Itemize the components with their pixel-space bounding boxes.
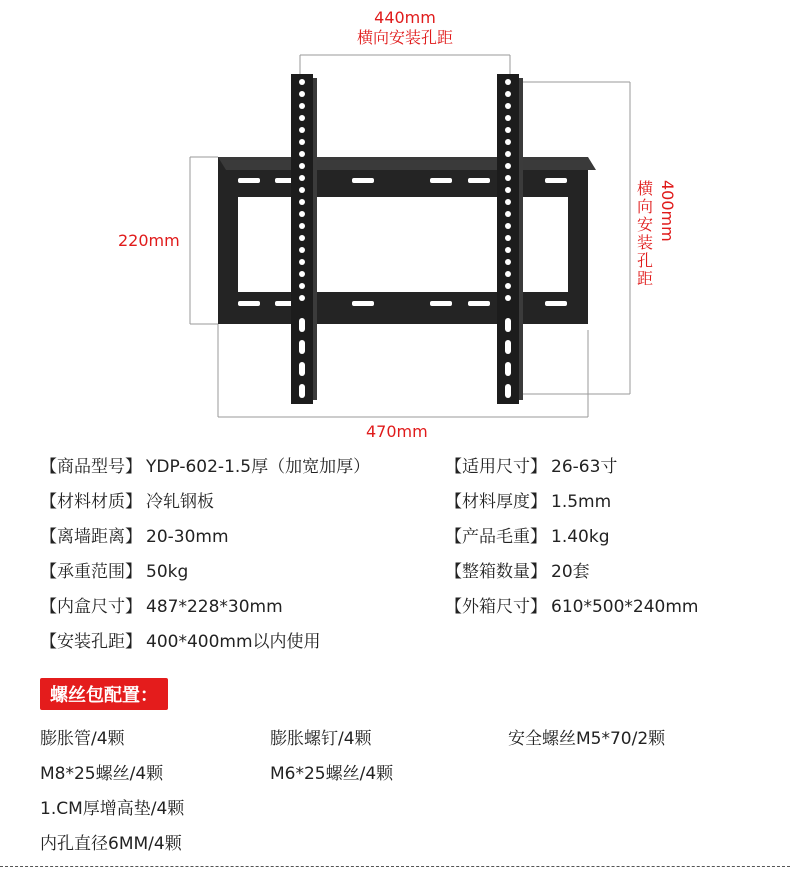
arm-hole [299, 199, 305, 205]
spec-row [40, 558, 188, 586]
arm-hole [505, 79, 511, 85]
wall-plate [218, 157, 596, 324]
spec-row [445, 593, 698, 621]
spec-value: 20-30mm [146, 527, 229, 547]
arm-hole [505, 163, 511, 169]
arm-hole [505, 127, 511, 133]
arm-slot [505, 362, 511, 376]
arm-slot [299, 318, 305, 332]
arm-hole [505, 259, 511, 265]
spec-value: 610*500*240mm [551, 597, 699, 617]
spec-key: 【承重范围】 [40, 562, 142, 582]
screw-pack-item: M6*25螺丝/4颗 [270, 764, 394, 784]
arm-hole [299, 127, 305, 133]
screw-pack-item: 安全螺丝M5*70/2颗 [508, 729, 666, 749]
right-dimension-caption: 横向安装孔距 [636, 179, 653, 288]
spec-key: 【内盒尺寸】 [40, 597, 142, 617]
spec-row [40, 628, 321, 656]
spec-key: 【产品毛重】 [445, 527, 547, 547]
arm-hole [505, 139, 511, 145]
spec-value: 400*400mm以内使用 [146, 632, 321, 652]
right-dimension-value: 400mm [658, 180, 677, 242]
arm-slot [505, 340, 511, 354]
arm-hole [299, 139, 305, 145]
spec-key: 【材料材质】 [40, 492, 142, 512]
top-dimension-caption: 横向安装孔距 [356, 28, 453, 47]
arm-hole [299, 259, 305, 265]
screw-pack-item: 膨胀管/4颗 [40, 729, 125, 749]
arm-hole [299, 91, 305, 97]
arm-hole [299, 163, 305, 169]
arm-hole [299, 79, 305, 85]
spec-value: YDP-602-1.5厚（加宽加厚） [146, 457, 371, 477]
arm-hole [299, 115, 305, 121]
arm-hole [299, 187, 305, 193]
arm-hole [299, 151, 305, 157]
spec-row [445, 523, 610, 551]
arm-slot [299, 362, 305, 376]
spec-value: 冷轧钢板 [146, 492, 214, 512]
spec-row [40, 523, 229, 551]
spec-row [445, 558, 590, 586]
spec-key: 【适用尺寸】 [445, 457, 547, 477]
arm-hole [505, 223, 511, 229]
screw-pack-item: 内孔直径6MM/4颗 [40, 834, 182, 854]
spec-row [445, 453, 617, 481]
arm-hole [505, 91, 511, 97]
arm-slot [299, 384, 305, 398]
arm-hole [505, 283, 511, 289]
spec-row [40, 453, 370, 481]
spec-row [445, 488, 611, 516]
spec-value: 20套 [551, 562, 590, 582]
spec-key: 【材料厚度】 [445, 492, 547, 512]
spec-key: 【整箱数量】 [445, 562, 547, 582]
spec-value: 487*228*30mm [146, 597, 283, 617]
arm-hole [299, 247, 305, 253]
arm-hole [505, 295, 511, 301]
arm-hole [505, 235, 511, 241]
arm-slot [505, 384, 511, 398]
screw-pack-item: 1.CM厚增高垫/4颗 [40, 799, 185, 819]
arm-hole [299, 211, 305, 217]
arm-slot [299, 340, 305, 354]
screw-pack-title: 螺丝包配置： [40, 678, 168, 710]
spec-value: 26-63寸 [551, 457, 618, 477]
arm-hole [505, 175, 511, 181]
arm-hole [299, 271, 305, 277]
arm-hole [505, 247, 511, 253]
spec-key: 【离墙距离】 [40, 527, 142, 547]
arm-hole [505, 187, 511, 193]
left-dimension-value: 220mm [118, 231, 180, 250]
arm-hole [299, 235, 305, 241]
arm-hole [505, 115, 511, 121]
spec-value: 50kg [146, 562, 189, 582]
arm-hole [505, 271, 511, 277]
arm-hole [299, 295, 305, 301]
bottom-divider [0, 866, 790, 867]
top-dimension-value: 440mm [374, 8, 436, 27]
spec-value: 1.40kg [551, 527, 610, 547]
screw-pack-item: 膨胀螺钉/4颗 [270, 729, 372, 749]
spec-key: 【安装孔距】 [40, 632, 142, 652]
arm-hole [505, 151, 511, 157]
arm-hole [299, 223, 305, 229]
arm-hole [299, 175, 305, 181]
arm-hole [505, 103, 511, 109]
arm-hole [299, 103, 305, 109]
arm-hole [299, 283, 305, 289]
bottom-dimension-value: 470mm [366, 422, 428, 441]
spec-value: 1.5mm [551, 492, 612, 512]
screw-pack-item: M8*25螺丝/4颗 [40, 764, 164, 784]
arm-hole [505, 211, 511, 217]
spec-key: 【商品型号】 [40, 457, 142, 477]
spec-key: 【外箱尺寸】 [445, 597, 547, 617]
arm-hole [505, 199, 511, 205]
spec-row [40, 593, 283, 621]
spec-row [40, 488, 214, 516]
arm-slot [505, 318, 511, 332]
